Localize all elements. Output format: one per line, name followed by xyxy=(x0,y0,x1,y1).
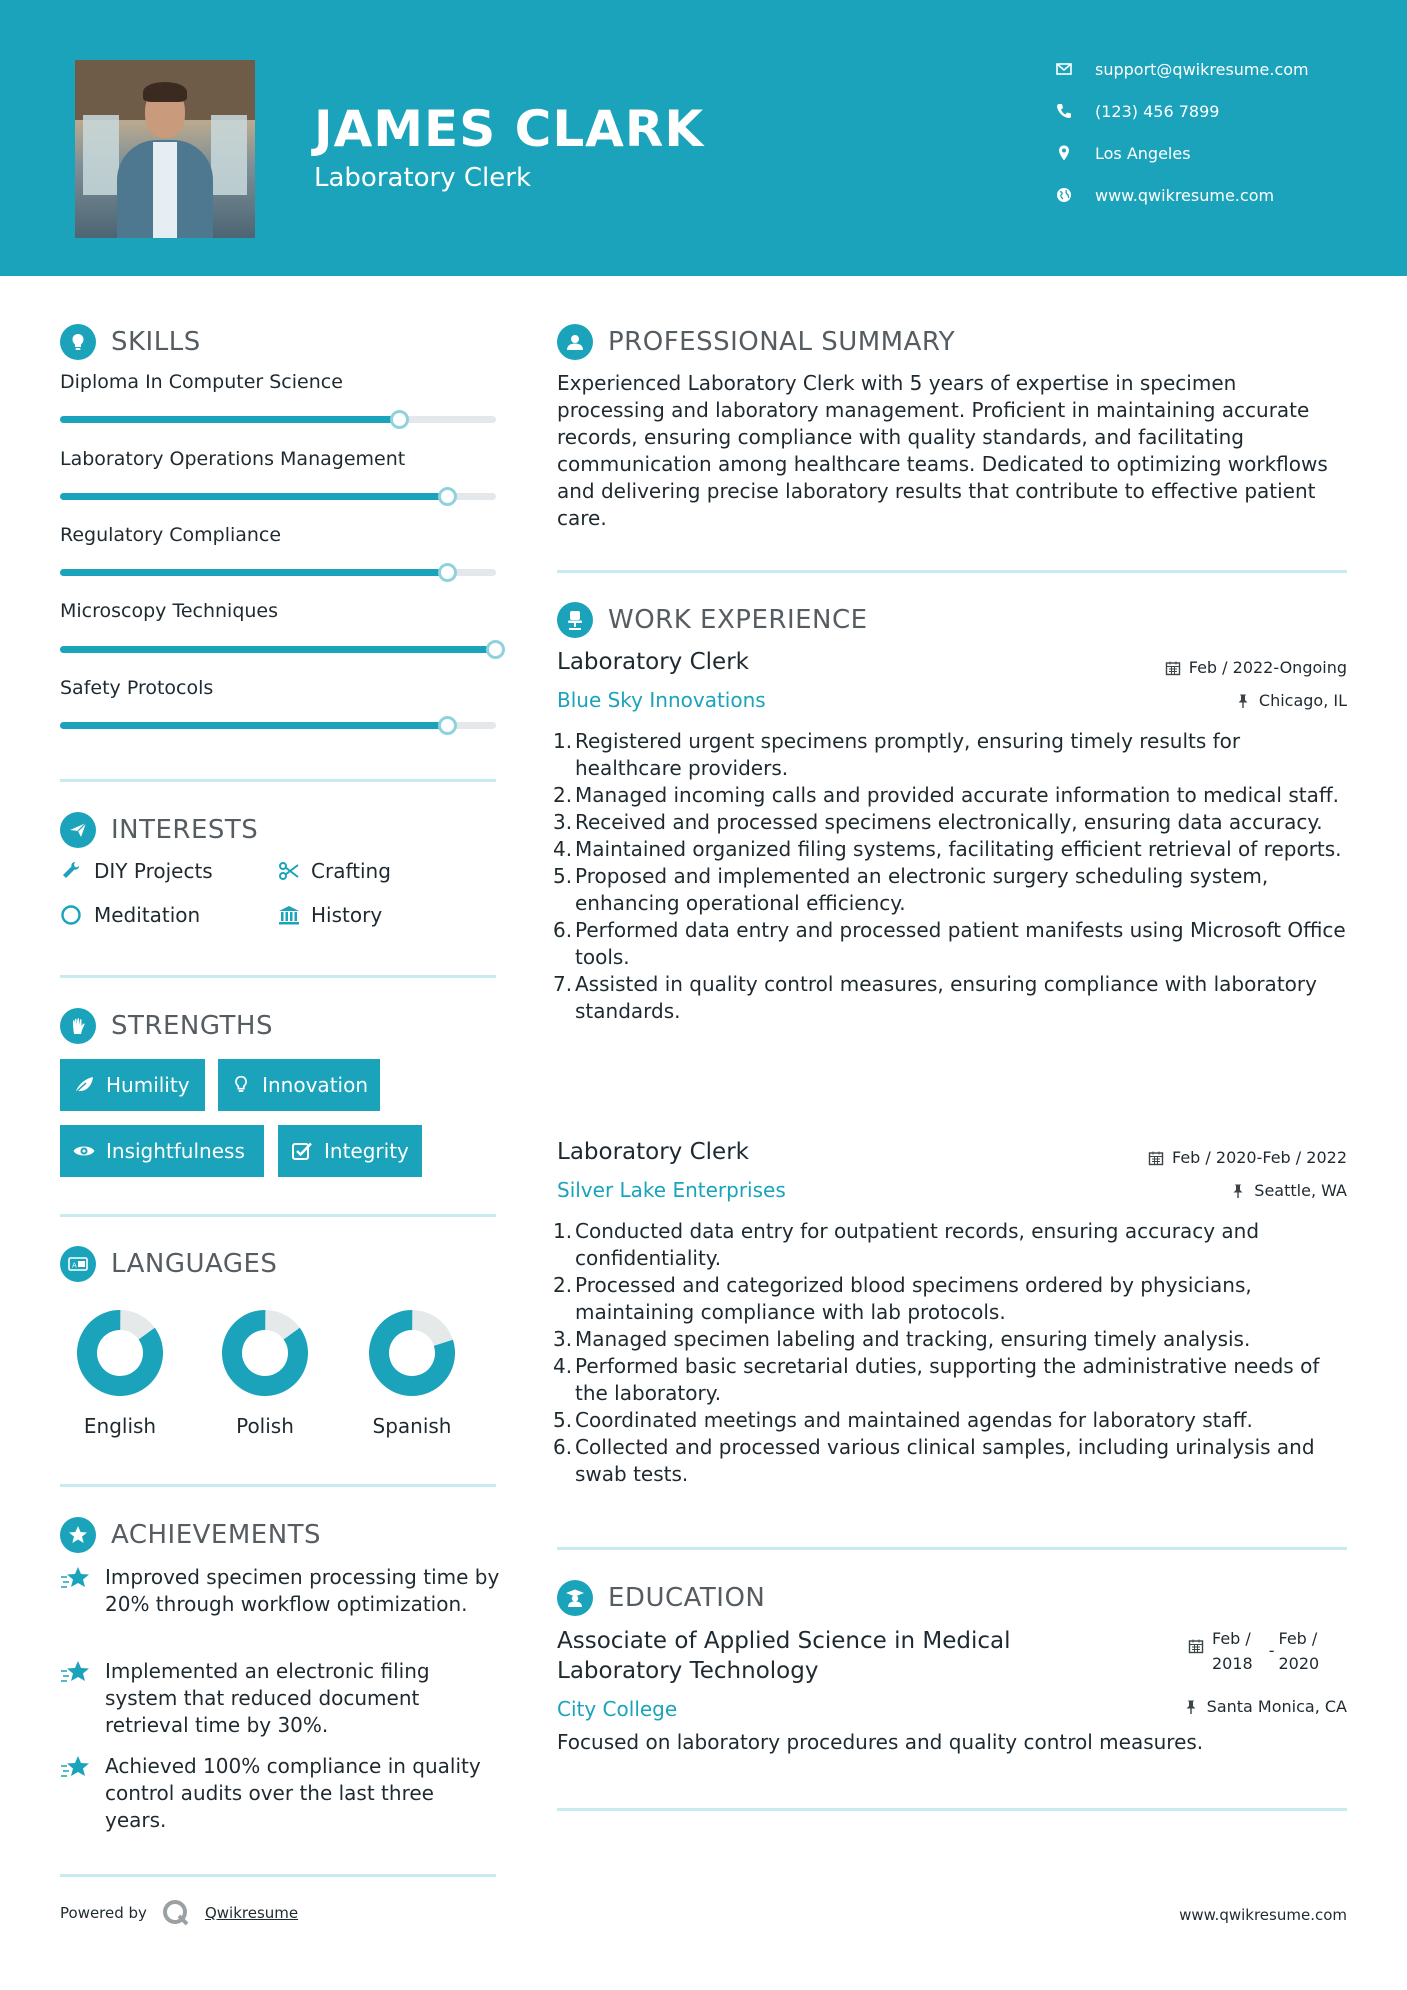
interest-item xyxy=(277,859,391,883)
job-bullets xyxy=(553,1218,1347,1488)
section-divider xyxy=(60,975,496,978)
education-heading xyxy=(557,1580,765,1616)
job-location-text: Chicago, IL xyxy=(1258,691,1347,710)
education-start-year: 2018 xyxy=(1212,1654,1253,1673)
job-bullet: 5. Proposed and implemented an electronic surgery scheduling system, enhancing operational efficiency. xyxy=(553,864,1269,915)
skill-knob xyxy=(438,563,457,582)
job-bullet: 1. Conducted data entry for outpatient records, ensuring accuracy and confidentiality. xyxy=(553,1219,1260,1270)
job-bullet: 4. Maintained organized filing systems, facilitating efficient retrieval of reports. xyxy=(553,837,1342,861)
language-label: Spanish xyxy=(372,1414,452,1438)
skill-bar xyxy=(60,416,496,423)
contact-email[interactable] xyxy=(1055,56,1375,82)
envelope-icon xyxy=(1055,60,1073,78)
calendar-icon xyxy=(1148,1150,1164,1166)
footer-website[interactable]: www.qwikresume.com xyxy=(1179,1906,1347,1924)
paper-plane-icon xyxy=(60,812,96,848)
job-bullet: 2. Processed and categorized blood specimens ordered by physicians, maintaining compliance with lab protocols. xyxy=(553,1273,1252,1324)
language-item xyxy=(70,1310,170,1438)
graduate-icon xyxy=(557,1580,593,1616)
job-location-text: Seattle, WA xyxy=(1254,1181,1347,1200)
education-location xyxy=(1183,1697,1347,1716)
pushpin-icon xyxy=(1183,1699,1199,1715)
strength-tag xyxy=(278,1125,422,1177)
languages-title: LANGUAGES xyxy=(111,1249,278,1279)
summary-heading xyxy=(557,324,955,360)
language-icon xyxy=(60,1246,96,1282)
job-dates xyxy=(1148,1148,1347,1167)
job-bullet: 6. Collected and processed various clinical samples, including urinalysis and swab tests. xyxy=(553,1435,1315,1486)
summary-title: PROFESSIONAL SUMMARY xyxy=(608,327,956,357)
job-title: Laboratory Clerk xyxy=(557,649,749,675)
strength-label: Insightfulness xyxy=(106,1139,245,1163)
language-label: Polish xyxy=(236,1414,294,1438)
achievement-text: Implemented an electronic filing system that reduced document retrieval time by 30%. xyxy=(105,1659,430,1737)
office-chair-icon xyxy=(557,602,593,638)
checkbox-icon xyxy=(290,1139,314,1163)
language-item xyxy=(215,1310,315,1438)
circle-icon xyxy=(60,903,84,927)
bank-icon xyxy=(277,903,301,927)
leaf-icon xyxy=(72,1073,96,1097)
resume-header xyxy=(0,0,1407,276)
achievements-title: ACHIEVEMENTS xyxy=(111,1520,322,1550)
education-date-separator: - xyxy=(1268,1641,1275,1660)
skill-name: Regulatory Compliance xyxy=(60,524,282,546)
skill-bar xyxy=(60,569,496,576)
achievement-text: Improved specimen processing time by 20% through workflow optimization. xyxy=(105,1565,500,1616)
strengths-title: STRENGTHS xyxy=(111,1011,273,1041)
candidate-role: Laboratory Clerk xyxy=(314,163,532,193)
job-dates-text: Feb / 2020-Feb / 2022 xyxy=(1172,1148,1347,1167)
strength-label: Humility xyxy=(106,1073,190,1097)
company-name: Blue Sky Innovations xyxy=(557,688,766,712)
language-label: English xyxy=(83,1414,157,1438)
language-donut xyxy=(369,1310,455,1396)
languages-heading xyxy=(60,1246,277,1282)
interests-title: INTERESTS xyxy=(111,815,259,845)
education-dates xyxy=(1188,1626,1319,1676)
contact-location xyxy=(1055,140,1375,166)
strength-tag xyxy=(60,1125,264,1177)
experience-title: WORK EXPERIENCE xyxy=(608,605,868,635)
language-item xyxy=(362,1310,462,1438)
education-start xyxy=(1212,1626,1253,1676)
eye-icon xyxy=(72,1139,96,1163)
pushpin-icon xyxy=(1230,1183,1246,1199)
star-icon xyxy=(60,1753,92,1783)
skill-bar xyxy=(60,493,496,500)
brand-link[interactable]: Qwikresume xyxy=(204,1904,299,1922)
skills-heading xyxy=(60,324,201,360)
candidate-name: JAMES CLARK xyxy=(314,100,705,158)
hand-icon xyxy=(60,1008,96,1044)
skill-name: Microscopy Techniques xyxy=(60,600,279,622)
interests-heading xyxy=(60,812,258,848)
skill-name: Laboratory Operations Management xyxy=(60,448,406,470)
strength-label: Innovation xyxy=(262,1073,368,1097)
section-divider xyxy=(557,1808,1347,1811)
job-bullet: 1. Registered urgent specimens promptly, ensuring timely results for healthcare providers. xyxy=(553,729,1241,780)
achievement-item xyxy=(60,1658,500,1739)
school-name: City College xyxy=(557,1697,678,1721)
pushpin-icon xyxy=(1235,693,1251,709)
strength-tag xyxy=(218,1059,380,1111)
section-divider xyxy=(557,570,1347,573)
interest-item xyxy=(60,903,200,927)
job-bullets xyxy=(553,728,1347,1025)
lightbulb-icon xyxy=(230,1073,252,1097)
skill-bar xyxy=(60,646,496,653)
interest-label: DIY Projects xyxy=(94,859,213,883)
strength-label: Integrity xyxy=(324,1139,409,1163)
education-description: Focused on laboratory procedures and quality control measures. xyxy=(557,1730,1204,1754)
scissors-icon xyxy=(277,859,301,883)
star-icon xyxy=(60,1564,92,1594)
achievement-item xyxy=(60,1753,500,1834)
education-end-year: 2020 xyxy=(1278,1654,1320,1673)
map-pin-icon xyxy=(1055,144,1073,162)
strength-tag xyxy=(60,1059,205,1111)
interest-item xyxy=(60,859,213,883)
job-bullet: 7. Assisted in quality control measures, ensuring compliance with laboratory standards. xyxy=(553,972,1317,1023)
interest-label: Crafting xyxy=(311,859,391,883)
achievement-item xyxy=(60,1564,500,1618)
globe-icon xyxy=(1055,186,1073,204)
contact-website[interactable] xyxy=(1055,182,1375,208)
job-bullet: 6. Performed data entry and processed patient manifests using Microsoft Office tools. xyxy=(553,918,1346,969)
wrench-icon xyxy=(60,859,84,883)
language-donut xyxy=(77,1310,163,1396)
user-icon xyxy=(557,324,593,360)
achievement-text: Achieved 100% compliance in quality control audits over the last three years. xyxy=(105,1754,481,1832)
skill-knob xyxy=(390,410,409,429)
interest-item xyxy=(277,903,382,927)
contact-phone xyxy=(1055,98,1375,124)
footer-powered-by xyxy=(60,1898,298,1928)
qwikresume-logo-icon xyxy=(161,1898,191,1928)
job-location xyxy=(1230,1181,1347,1200)
contact-website-text: www.qwikresume.com xyxy=(1095,185,1275,205)
education-end-month: Feb / xyxy=(1278,1629,1318,1648)
job-location xyxy=(1235,691,1347,710)
job-bullet: 3. Received and processed specimens electronically, ensuring data accuracy. xyxy=(553,810,1323,834)
contact-email-text: support@qwikresume.com xyxy=(1095,59,1309,79)
job-dates-text: Feb / 2022-Ongoing xyxy=(1188,658,1347,677)
phone-icon xyxy=(1055,102,1073,120)
education-start-month: Feb / xyxy=(1212,1629,1251,1648)
company-name: Silver Lake Enterprises xyxy=(557,1178,786,1202)
svg-text:A: A xyxy=(72,1261,77,1270)
contact-phone-text: (123) 456 7899 xyxy=(1095,101,1220,121)
section-divider xyxy=(60,1484,496,1487)
interest-label: History xyxy=(311,903,383,927)
job-dates xyxy=(1165,658,1347,677)
education-location-text: Santa Monica, CA xyxy=(1206,1697,1347,1716)
job-bullet: 3. Managed specimen labeling and tracking, ensuring timely analysis. xyxy=(553,1327,1251,1351)
star-icon xyxy=(60,1658,92,1688)
job-bullet: 4. Performed basic secretarial duties, supporting the administrative needs of the laboratory. xyxy=(553,1354,1320,1405)
section-divider xyxy=(557,1547,1347,1550)
powered-by-label: Powered by xyxy=(60,1904,147,1922)
skill-name: Diploma In Computer Science xyxy=(60,371,343,393)
interest-label: Meditation xyxy=(94,903,201,927)
profile-photo xyxy=(75,60,255,238)
skills-title: SKILLS xyxy=(111,327,201,357)
achievements-heading xyxy=(60,1517,321,1553)
job-bullet: 2. Managed incoming calls and provided accurate information to medical staff. xyxy=(553,783,1340,807)
skill-knob xyxy=(438,487,457,506)
star-badge-icon xyxy=(60,1517,96,1553)
degree-title: Associate of Applied Science in Medical Laboratory Technology xyxy=(557,1628,1011,1684)
job-bullet: 5. Coordinated meetings and maintained agendas for laboratory staff. xyxy=(553,1408,1253,1432)
skill-knob xyxy=(438,716,457,735)
contact-location-text: Los Angeles xyxy=(1095,143,1191,163)
calendar-icon xyxy=(1165,660,1181,676)
strengths-heading xyxy=(60,1008,273,1044)
language-donut xyxy=(222,1310,308,1396)
education-title: EDUCATION xyxy=(608,1583,766,1613)
section-divider xyxy=(60,1214,496,1217)
lightbulb-icon xyxy=(60,324,96,360)
skill-name: Safety Protocols xyxy=(60,677,214,699)
education-end xyxy=(1279,1626,1320,1676)
job-title: Laboratory Clerk xyxy=(557,1139,749,1165)
section-divider xyxy=(60,779,496,782)
skill-knob xyxy=(486,640,505,659)
experience-heading xyxy=(557,602,868,638)
skill-bar xyxy=(60,722,496,729)
section-divider xyxy=(60,1874,496,1877)
calendar-icon xyxy=(1188,1638,1204,1654)
summary-text: Experienced Laboratory Clerk with 5 years of expertise in specimen processing and laboratory management. Proficient in maintaining accurate records, ensuring compliance with quality standards, and facilitating communication among healthcare teams. Dedicated to optimizing workflows and delivering precise laboratory results that contribute to effective patient care. xyxy=(557,371,1328,530)
